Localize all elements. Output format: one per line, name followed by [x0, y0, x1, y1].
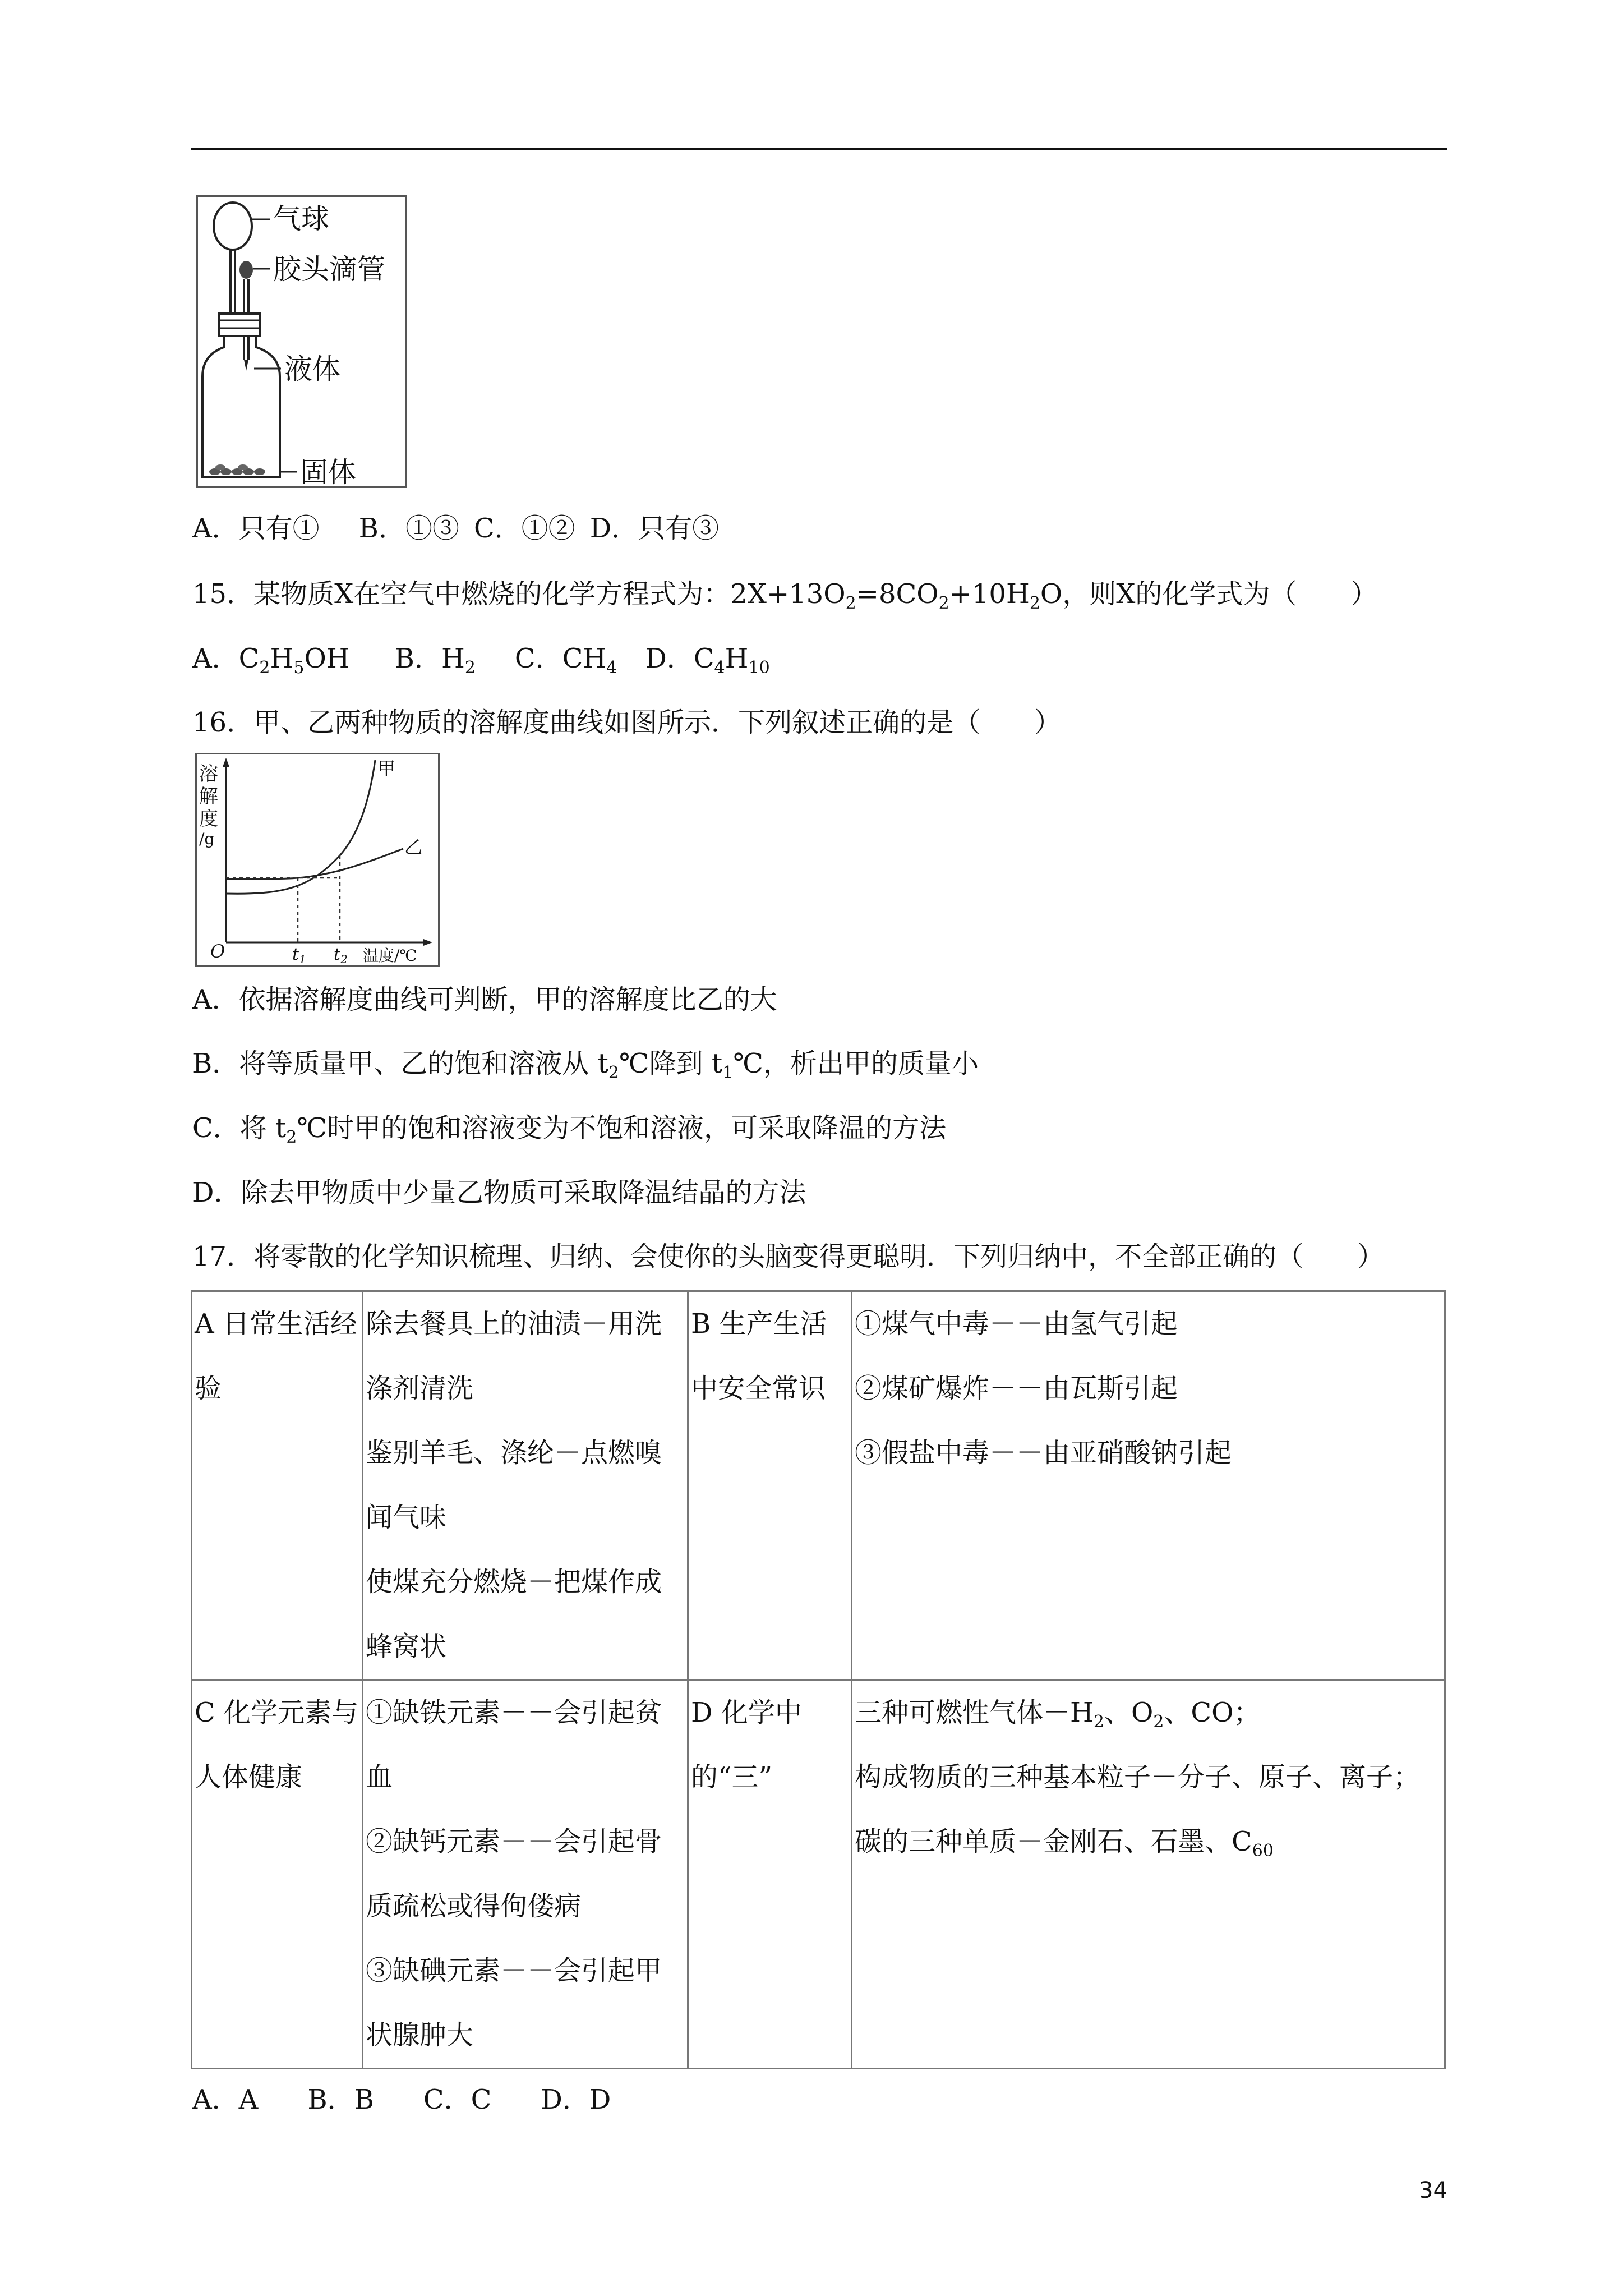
- figure-apparatus: [196, 195, 407, 488]
- apparatus-drawing: [198, 197, 405, 486]
- q14-options: [192, 512, 719, 545]
- q14-option-c[interactable]: C．①②: [473, 513, 575, 544]
- q15-stem: 15．某物质X在空气中燃烧的化学方程式为：$2X+13O_2=8CO_2+10H_2O$，则X的化学式为（ ）: [192, 578, 1378, 613]
- cell-a-content: 除去餐具上的油渍－用洗涤剂清洗 鉴别羊毛、涤纶－点燃嗅闻气味 使煤充分燃烧－把煤作成蜂窝状: [363, 1291, 688, 1680]
- q16-option-a[interactable]: A．依据溶解度曲线可判断，甲的溶解度比乙的大: [192, 984, 777, 1015]
- series-yi-label: 乙: [404, 836, 423, 858]
- cell-b-content: ①煤气中毒－－由氢气引起 ②煤矿爆炸－－由瓦斯引起 ③假盐中毒－－由亚硝酸钠引起: [852, 1291, 1445, 1680]
- cell-b-title: B 生产生活中安全常识: [688, 1291, 852, 1680]
- q17-option-c[interactable]: C．C: [423, 2084, 492, 2115]
- q16-option-c[interactable]: C．将 $t_2℃$时甲的饱和溶液变为不饱和溶液，可采取降温的方法: [192, 1112, 947, 1147]
- figure-solubility-chart: [195, 753, 440, 967]
- page-number: 34: [1419, 2178, 1447, 2203]
- ylabel-char-3: 度: [199, 808, 218, 830]
- q14-option-a[interactable]: A．只有①: [192, 513, 320, 544]
- ylabel-unit: /g: [199, 830, 215, 848]
- tick-t2: $t_2$: [334, 945, 348, 965]
- series-jia-line: [226, 760, 375, 894]
- label-balloon: 气球: [273, 203, 329, 235]
- ylabel-char-1: 溶: [199, 763, 218, 785]
- label-solid: 固体: [300, 456, 356, 486]
- solubility-chart: [197, 754, 438, 965]
- tick-t1: $t_1$: [292, 945, 306, 965]
- q14-option-b[interactable]: B．①③: [358, 513, 459, 544]
- cell-a-title: A 日常生活经验: [192, 1291, 363, 1680]
- q17-option-d[interactable]: D．D: [541, 2084, 611, 2115]
- cell-c-content: ①缺铁元素－－会引起贫血 ②缺钙元素－－会引起骨质疏松或得佝偻病 ③缺碘元素－－会引起甲状腺肿大: [363, 1680, 688, 2069]
- q17-table: [191, 1290, 1446, 2069]
- header-rule: [191, 148, 1447, 150]
- series-jia-label: 甲: [377, 758, 396, 779]
- q16-option-b[interactable]: B．将等质量甲、乙的饱和溶液从 $t_2℃$降到 $t_1℃$，析出甲的质量小: [192, 1048, 979, 1083]
- q17-options: [192, 2083, 611, 2116]
- cell-d-title: D 化学中的“三”: [688, 1680, 852, 2069]
- q15-options: [192, 642, 770, 678]
- q15-option-c[interactable]: C．$CH_4$: [514, 643, 617, 678]
- label-dropper: 胶头滴管: [273, 253, 385, 286]
- ylabel-char-2: 解: [199, 785, 218, 808]
- xlabel: 温度/℃: [363, 946, 417, 965]
- q16-option-d[interactable]: D．除去甲物质中少量乙物质可采取降温结晶的方法: [192, 1177, 806, 1208]
- q17-stem: 17．将零散的化学知识梳理、归纳、会使你的头脑变得更聪明．下列归纳中，不全部正确的（ ）: [192, 1241, 1385, 1272]
- q14-option-d[interactable]: D．只有③: [589, 513, 720, 544]
- q15-option-b[interactable]: B．$H_2$: [394, 643, 476, 678]
- cell-d-content: 三种可燃性气体$-H_2$、$O_2$、CO； 构成物质的三种基本粒子－分子、原子、离子； 碳的三种单质－金刚石、石墨、$C_{60}$: [852, 1680, 1445, 2069]
- origin-label: O: [210, 941, 225, 962]
- series-yi-line: [226, 849, 403, 879]
- q17-option-b[interactable]: B．B: [307, 2084, 374, 2115]
- q17-option-a[interactable]: A．A: [192, 2084, 259, 2115]
- label-liquid: 液体: [284, 353, 340, 385]
- q15-option-d[interactable]: D．$C_4H_{10}$: [645, 643, 770, 678]
- q16-stem: 16．甲、乙两种物质的溶解度曲线如图所示．下列叙述正确的是（ ）: [192, 707, 1062, 738]
- q15-option-a[interactable]: A．$C_2H_5OH$: [192, 643, 350, 678]
- cell-c-title: C 化学元素与人体健康: [192, 1680, 363, 2069]
